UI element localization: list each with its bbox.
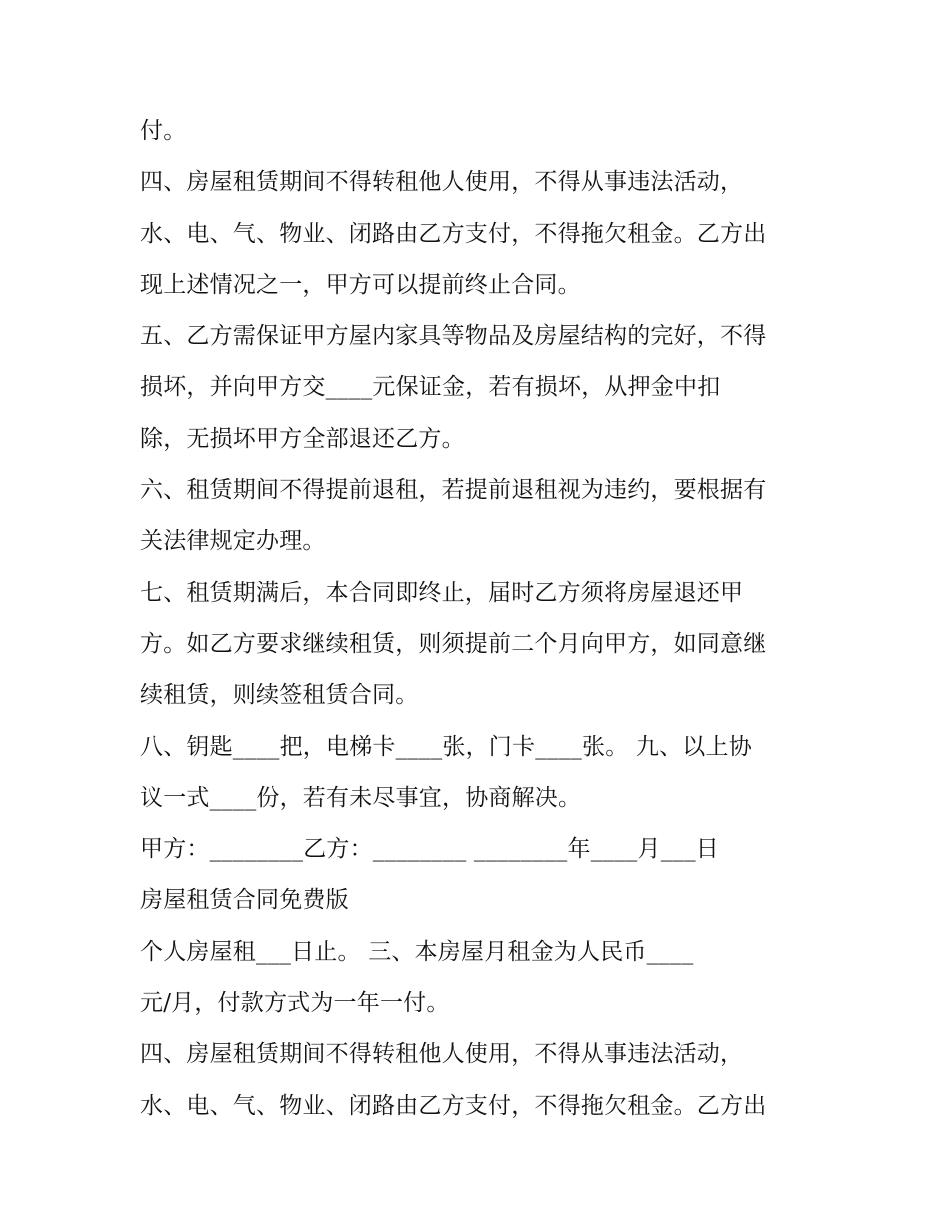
- text-line: 损坏，并向甲方交____元保证金，若有损坏，从押金中扣: [140, 374, 721, 401]
- text-line: 除，无损坏甲方全部退还乙方。: [140, 425, 465, 452]
- section-title: 房屋租赁合同免费版: [140, 887, 349, 914]
- text-line: 五、乙方需保证甲方屋内家具等物品及房屋结构的完好，不得: [140, 323, 767, 350]
- text-line: 现上述情况之一，甲方可以提前终止合同。: [140, 271, 581, 298]
- text-line: 续租赁，则续签租赁合同。: [140, 682, 419, 709]
- text-line: 议一式____份，若有未尽事宜，协商解决。: [140, 784, 582, 811]
- text-line: 水、电、气、物业、闭路由乙方支付，不得拖欠租金。乙方出: [140, 220, 767, 247]
- text-line: 个人房屋租___日止。 三、本房屋月租金为人民币____: [140, 938, 694, 965]
- text-line: 四、房屋租赁期间不得转租他人使用，不得从事违法活动，: [140, 1041, 744, 1068]
- text-line: 六、租赁期间不得提前退租，若提前退租视为违约，要根据有: [140, 477, 767, 504]
- signature-line: 甲方：________乙方：________ ________年____月___日: [140, 836, 720, 863]
- document-body: [140, 106, 820, 1132]
- text-line: 付。: [140, 118, 187, 144]
- text-line: 七、租赁期满后，本合同即终止，届时乙方须将房屋退还甲: [140, 579, 744, 606]
- text-line: 元/月，付款方式为一年一付。: [140, 990, 450, 1017]
- text-line: 方。如乙方要求继续租赁，则须提前二个月向甲方，如同意继: [140, 630, 767, 657]
- text-line: 关法律规定办理。: [140, 528, 326, 555]
- text-line: 水、电、气、物业、闭路由乙方支付，不得拖欠租金。乙方出: [140, 1092, 767, 1119]
- text-line: 八、钥匙____把，电梯卡____张，门卡____张。 九、以上协: [140, 733, 752, 760]
- text-line: 四、房屋租赁期间不得转租他人使用，不得从事违法活动，: [140, 169, 744, 196]
